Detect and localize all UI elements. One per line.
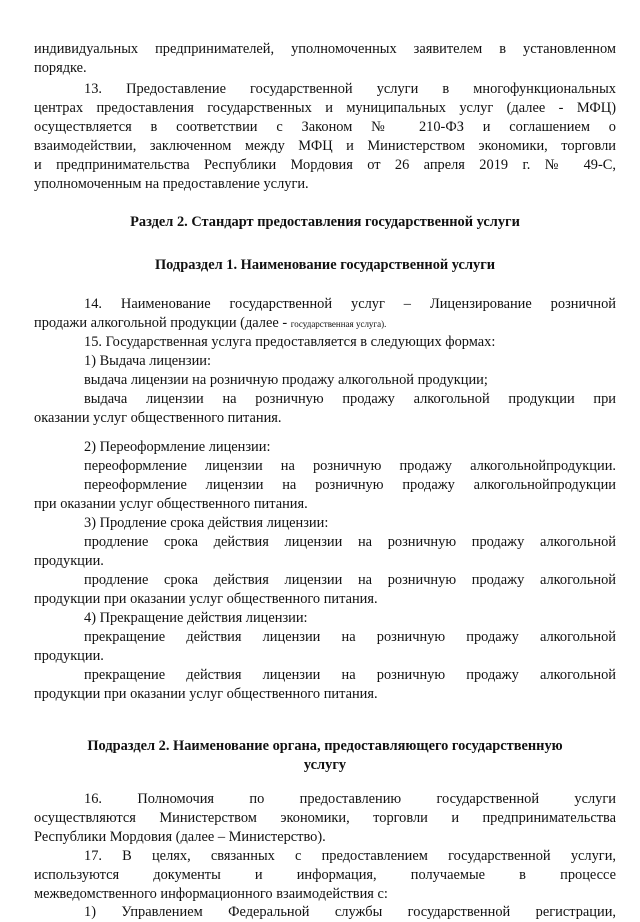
text-line: 14. Наименование государственной услуг – Лицензирование розничной xyxy=(84,296,616,312)
text-line: взаимодействии, заключенном между МФЦ и Министерством экономики, торговли xyxy=(34,138,616,154)
text-line: 13. Предоставление государственной услуги в многофункциональных xyxy=(84,81,616,97)
text-line: продукции при оказании услуг общественного питания. xyxy=(34,591,378,607)
text-line: выдача лицензии на розничную продажу алкогольной продукции при xyxy=(84,391,616,407)
text-line: продукции. xyxy=(34,648,104,664)
text-line: выдача лицензии на розничную продажу алкогольной продукции; xyxy=(84,372,488,388)
text-line: 17. В целях, связанных с предоставлением государственной услуги, xyxy=(84,848,616,864)
text-line: переоформление лицензии на розничную продажу алкогольнойпродукции. xyxy=(84,458,616,474)
text-line: 1) Управлением Федеральной службы государственной регистрации, xyxy=(84,904,616,920)
text-line: Республики Мордовия (далее – Министерство). xyxy=(34,829,326,845)
text-line: используются документы и информация, получаемые в процессе xyxy=(34,867,616,883)
text-line: 3) Продление срока действия лицензии: xyxy=(84,515,329,531)
text-line: межведомственного информационного взаимодействия с: xyxy=(34,886,388,902)
text-line: порядке. xyxy=(34,60,87,76)
text-line: осуществляются Министерством экономики, торговли и предпринимательства xyxy=(34,810,616,826)
text-line: 15. Государственная услуга предоставляется в следующих формах: xyxy=(84,334,496,350)
text-line: 2) Переоформление лицензии: xyxy=(84,439,271,455)
text-line: 16. Полномочия по предоставлению государственной услуги xyxy=(84,791,616,807)
text-line: продление срока действия лицензии на розничную продажу алкогольной xyxy=(84,534,616,550)
text-line: прекращение действия лицензии на розничную продажу алкогольной xyxy=(84,629,616,645)
text-line: уполномоченным на предоставление услуги. xyxy=(34,176,309,192)
text-line: 1) Выдача лицензии: xyxy=(84,353,211,369)
text-line: 4) Прекращение действия лицензии: xyxy=(84,610,308,626)
subsection-heading: Подраздел 1. Наименование государственной услуги xyxy=(154,257,496,273)
text-line: индивидуальных предпринимателей, уполномоченных заявителем в установленном xyxy=(34,41,616,57)
text-line: осуществляется в соответствии с Законом № 210-ФЗ и соглашением о xyxy=(34,119,616,135)
subsection-heading: Подраздел 2. Наименование органа, предоставляющего государственную xyxy=(87,738,563,754)
text-line: центрах предоставления государственных и муниципальных услуг (далее - МФЦ) xyxy=(34,100,616,116)
section-heading: Раздел 2. Стандарт предоставления государственной услуги xyxy=(130,214,520,230)
subsection-heading: услугу xyxy=(303,757,347,773)
text-fragment: продажи алкогольной продукции (далее - xyxy=(34,315,291,331)
text-line: при оказании услуг общественного питания. xyxy=(34,496,308,512)
text-line: и предпринимательства Республики Мордовия от 26 апреля 2019 г. № 49-С, xyxy=(34,157,616,173)
text-line: оказании услуг общественного питания. xyxy=(34,410,282,426)
text-line: продукции при оказании услуг общественного питания. xyxy=(34,686,378,702)
text-line: прекращение действия лицензии на розничную продажу алкогольной xyxy=(84,667,616,683)
small-text-fragment: государственная услуга). xyxy=(290,319,387,329)
text-line: продление срока действия лицензии на розничную продажу алкогольной xyxy=(84,572,616,588)
text-line: переоформление лицензии на розничную продажу алкогольнойпродукции xyxy=(84,477,616,493)
text-line xyxy=(34,314,616,334)
text-line: продукции. xyxy=(34,553,104,569)
